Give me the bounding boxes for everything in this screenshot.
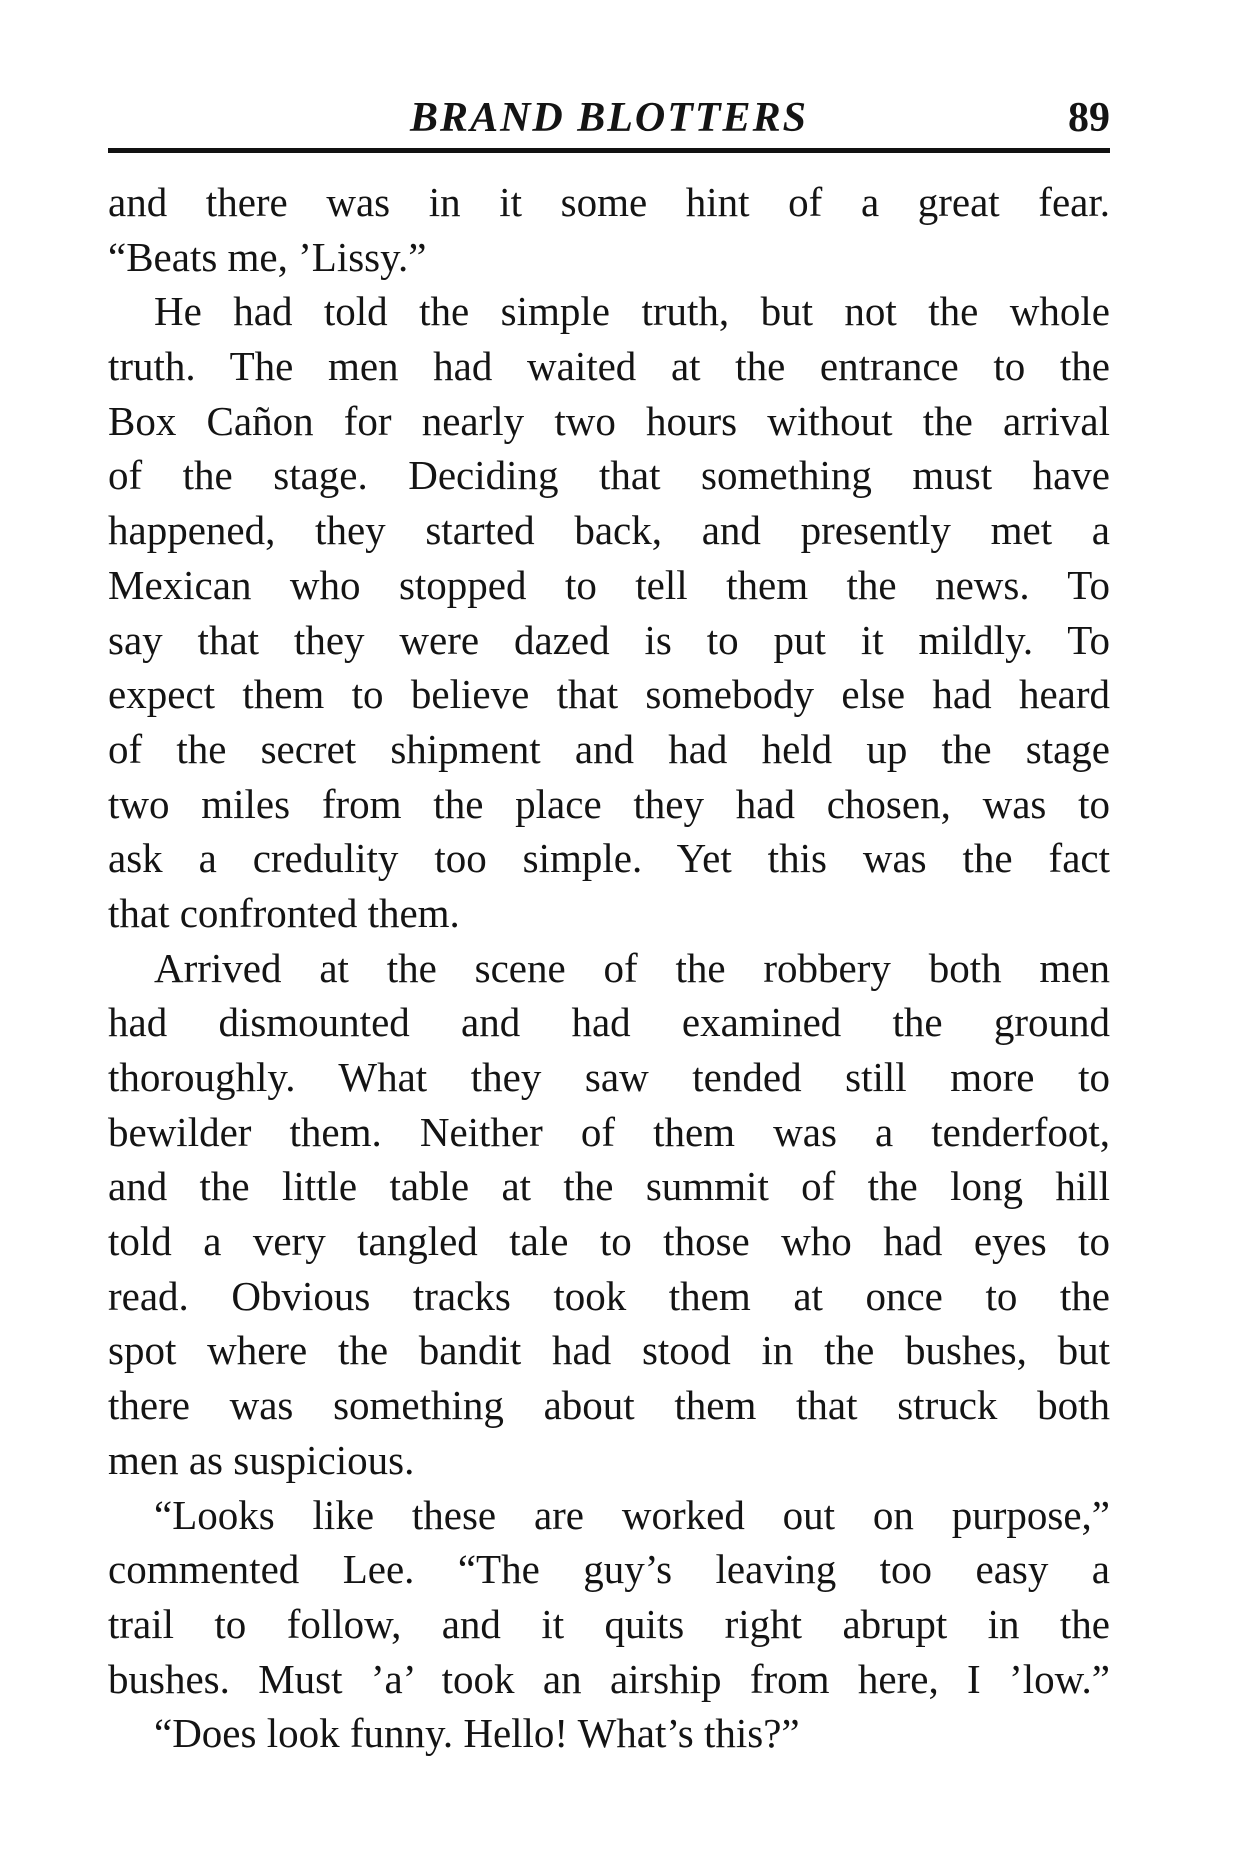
text-line: Arrived at the scene of the robbery both men: [154, 944, 1110, 991]
text-line: thoroughly. What they saw tended still more to: [108, 1054, 1110, 1100]
header-rule: [108, 148, 1110, 153]
text-line: there was something about them that struck both: [108, 1382, 1110, 1429]
text-line: happened, they started back, and presently met a: [108, 507, 1110, 554]
text-line: of the secret shipment and had held up the stage: [108, 725, 1110, 772]
text-line: two miles from the place they had chosen, was to: [108, 780, 1110, 827]
text-line: “Beats me, ’Lissy.”: [108, 233, 427, 280]
running-title: BRAND BLOTTERS: [410, 95, 808, 141]
text-line: He had told the simple truth, but not the whole: [154, 288, 1110, 335]
text-line: and the little table at the summit of the long hill: [108, 1163, 1110, 1210]
text-line: men as suspicious.: [108, 1436, 415, 1483]
text-line: truth. The men had waited at the entrance to the: [108, 343, 1110, 390]
text-line: of the stage. Deciding that something must have: [108, 452, 1110, 499]
text-line: bushes. Must ’a’ took an airship from here, I ’low.”: [108, 1655, 1110, 1702]
text-line: Box Cañon for nearly two hours without the arrival: [108, 397, 1110, 444]
text-line: say that they were dazed is to put it mildly. To: [108, 616, 1110, 663]
running-head: [108, 88, 1110, 148]
text-line: spot where the bandit had stood in the bushes, but: [108, 1327, 1110, 1374]
text-line: Mexican who stopped to tell them the news. To: [108, 561, 1110, 608]
body-text: [108, 175, 1110, 1761]
text-line: and there was in it some hint of a great fear.: [108, 179, 1110, 225]
text-line: ask a credulity too simple. Yet this was the fact: [108, 835, 1110, 882]
text-line: read. Obvious tracks took them at once to the: [108, 1272, 1110, 1319]
text-line: told a very tangled tale to those who had eyes to: [108, 1218, 1110, 1265]
text-line: “Does look funny. Hello! What’s this?”: [154, 1710, 800, 1757]
text-line: “Looks like these are worked out on purpose,”: [154, 1491, 1110, 1538]
text-line: trail to follow, and it quits right abrupt in the: [108, 1600, 1110, 1647]
page-number: 89: [1068, 95, 1110, 141]
text-line: expect them to believe that somebody else had heard: [108, 671, 1110, 718]
text-line: that confronted them.: [108, 889, 460, 936]
text-line: bewilder them. Neither of them was a tenderfoot,: [108, 1108, 1110, 1155]
text-line: had dismounted and had examined the ground: [108, 999, 1110, 1046]
text-line: commented Lee. “The guy’s leaving too easy a: [108, 1546, 1110, 1593]
